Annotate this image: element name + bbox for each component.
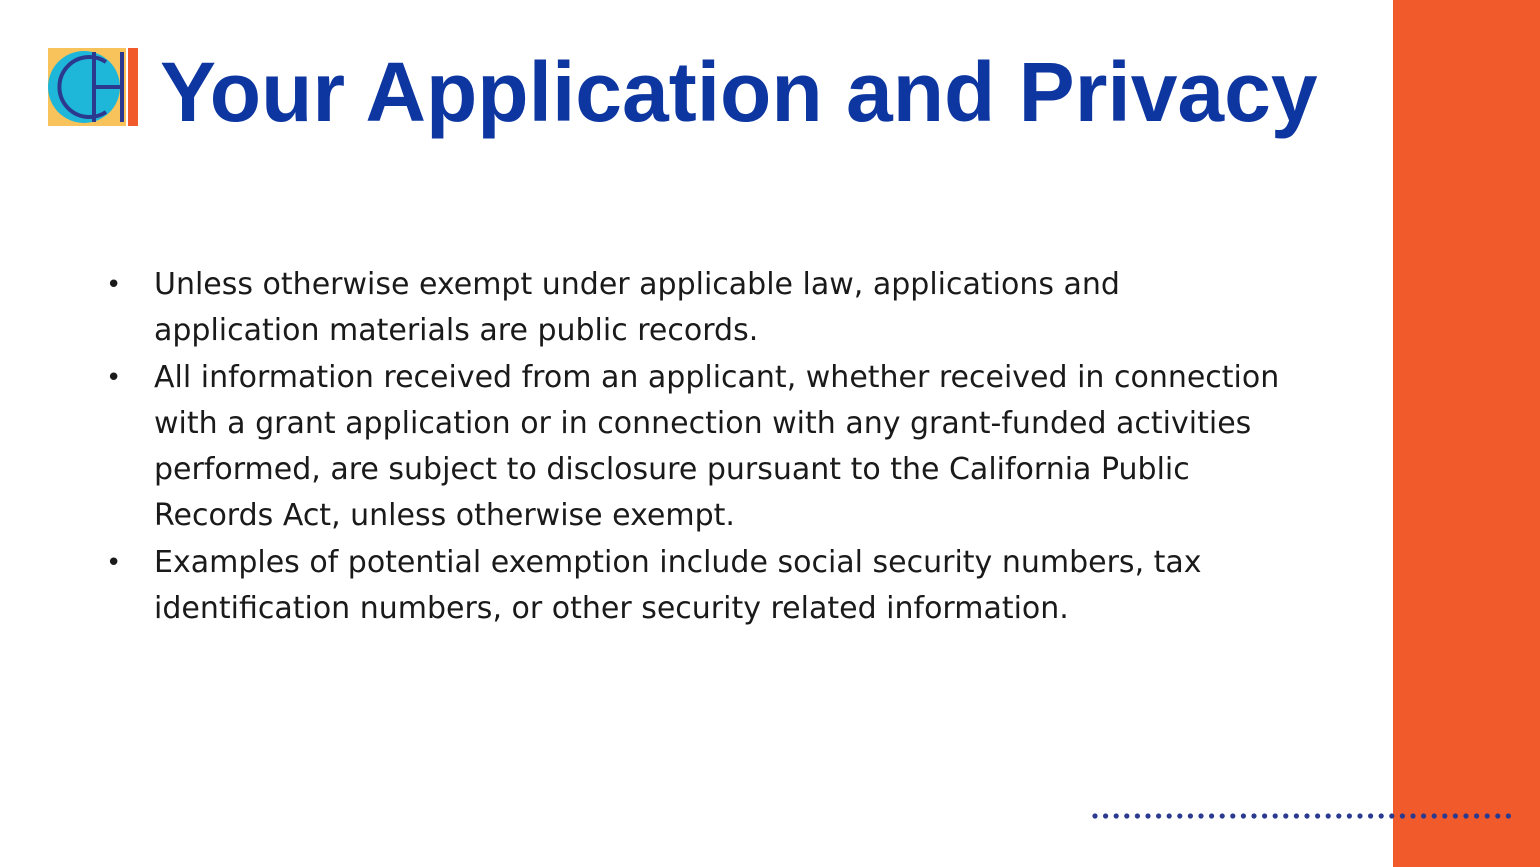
divider-dot <box>1421 813 1426 818</box>
divider-dot <box>1156 813 1161 818</box>
ch-logo-icon <box>48 48 138 126</box>
side-accent-band <box>1393 0 1540 867</box>
bullet-marker: • <box>106 270 122 300</box>
bullet-text: Examples of potential exemption include social security numbers, tax identification numbers, or other security related information. <box>154 544 1202 627</box>
divider-dot <box>1294 813 1299 818</box>
bullet-marker: • <box>106 362 122 393</box>
divider-dot <box>1347 813 1352 818</box>
divider-dot <box>1283 813 1288 818</box>
divider-dot <box>1177 813 1182 818</box>
bullet-list <box>100 262 1280 632</box>
divider-dot <box>1135 813 1140 818</box>
divider-dot <box>1220 813 1225 818</box>
divider-dot <box>1379 813 1384 818</box>
divider-dot <box>1262 813 1267 818</box>
divider-dot <box>1336 813 1341 818</box>
list-item <box>100 262 1280 355</box>
divider-dot <box>1506 813 1511 818</box>
divider-dot <box>1357 813 1362 818</box>
divider-dot <box>1453 813 1458 818</box>
divider-dot <box>1485 813 1490 818</box>
bullet-text: All information received from an applicant, whether received in connection with a grant application or in connection with any grant-funded activities performed, are subject to disclosure pursuant to the California Public Records Act, unless otherwise exempt. <box>154 359 1280 534</box>
divider-dot <box>1304 813 1309 818</box>
divider-dot <box>1188 813 1193 818</box>
dotted-divider <box>1090 811 1520 821</box>
list-item <box>100 540 1280 633</box>
divider-dot <box>1198 813 1203 818</box>
divider-dot <box>1410 813 1415 818</box>
divider-dot <box>1241 813 1246 818</box>
bullet-text: Unless otherwise exempt under applicable law, applications and application materials are public records. <box>154 267 1120 349</box>
divider-dot <box>1230 813 1235 818</box>
divider-dot <box>1315 813 1320 818</box>
divider-dot <box>1167 813 1172 818</box>
divider-dot <box>1092 813 1097 818</box>
bullet-marker: • <box>106 547 122 578</box>
divider-dot <box>1463 813 1468 818</box>
divider-dot <box>1495 813 1500 818</box>
divider-dot <box>1389 813 1394 818</box>
divider-dot <box>1400 813 1405 818</box>
divider-dot <box>1209 813 1214 818</box>
divider-dot <box>1251 813 1256 818</box>
divider-dot <box>1145 813 1150 818</box>
divider-dot <box>1474 813 1479 818</box>
slide-title: Your Application and Privacy <box>160 45 1318 139</box>
divider-dot <box>1124 813 1129 818</box>
list-item <box>100 355 1280 540</box>
divider-dot <box>1103 813 1108 818</box>
divider-dot <box>1368 813 1373 818</box>
divider-dot <box>1432 813 1437 818</box>
divider-dot <box>1273 813 1278 818</box>
divider-dot <box>1326 813 1331 818</box>
divider-dot <box>1442 813 1447 818</box>
divider-dot <box>1114 813 1119 818</box>
